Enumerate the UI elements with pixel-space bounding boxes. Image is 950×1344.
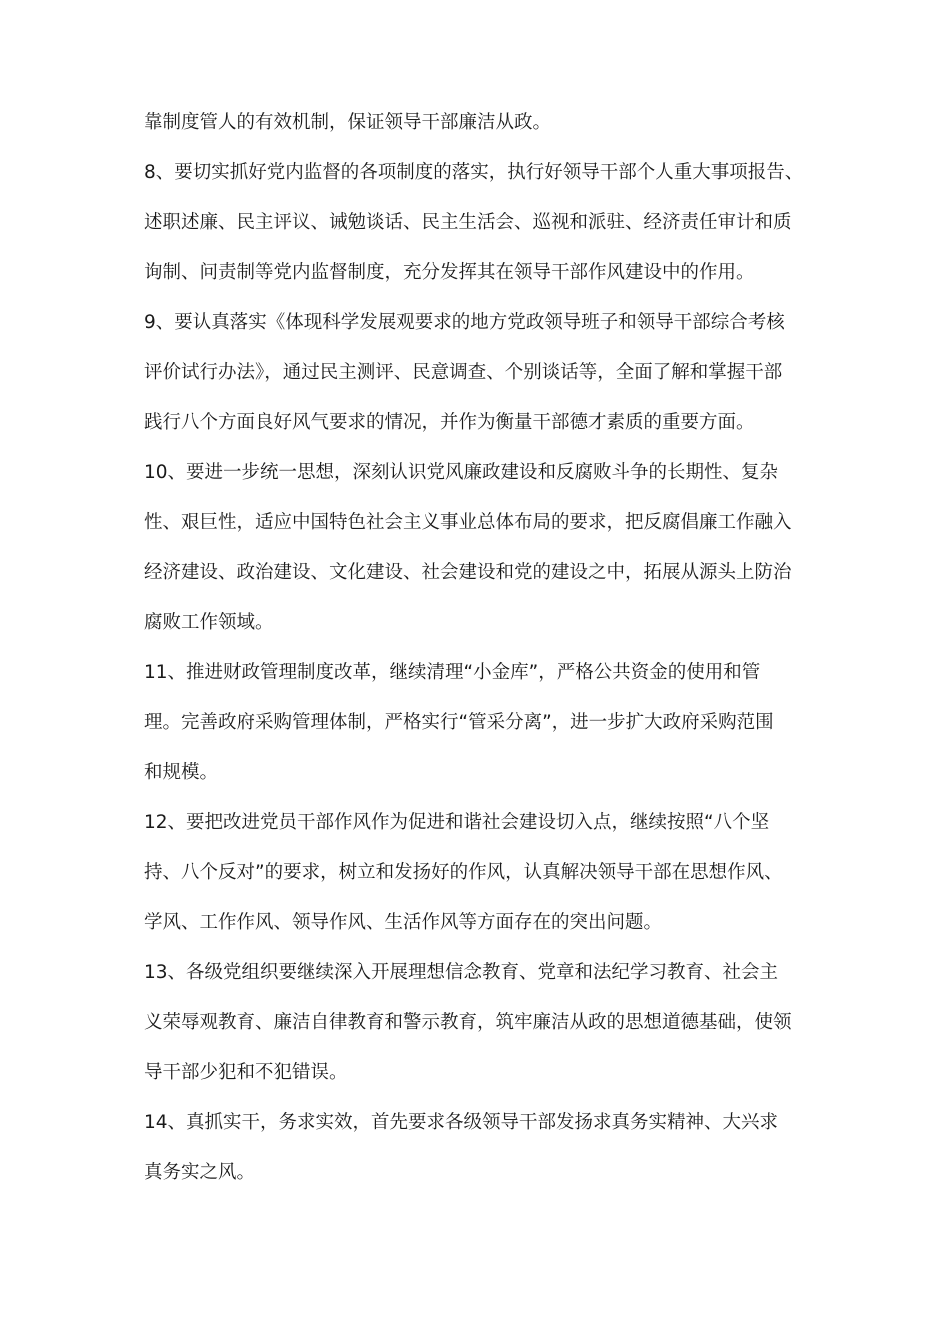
text-line: 11、推进财政管理制度改革，继续清理“小金库”，严格公共资金的使用和管 (144, 662, 761, 683)
text-line: 学风、工作作风、领导作风、生活作风等方面存在的突出问题。 (144, 912, 663, 933)
text-line: 经济建设、政治建设、文化建设、社会建设和党的建设之中，拓展从源头上防治 (144, 562, 792, 583)
text-line: 10、要进一步统一思想，深刻认识党风廉政建设和反腐败斗争的长期性、复杂 (144, 462, 779, 483)
text-line: 性、艰巨性，适应中国特色社会主义事业总体布局的要求，把反腐倡廉工作融入 (144, 512, 792, 533)
text-line: 9、要认真落实《体现科学发展观要求的地方党政领导班子和领导干部综合考核 (144, 312, 785, 333)
text-line: 评价试行办法》，通过民主测评、民意调查、个别谈话等，全面了解和掌握干部 (144, 362, 783, 383)
body-text (144, 98, 824, 1198)
text-line: 真务实之风。 (144, 1162, 256, 1183)
text-line: 理。完善政府采购管理体制，严格实行“管采分离”，进一步扩大政府采购范围 (144, 712, 774, 733)
text-line: 持、八个反对”的要求，树立和发扬好的作风，认真解决领导干部在思想作风、 (144, 862, 783, 883)
text-line: 询制、问责制等党内监督制度，充分发挥其在领导干部作风建设中的作用。 (144, 262, 755, 283)
text-line: 12、要把改进党员干部作风作为促进和谐社会建设切入点，继续按照“八个坚 (144, 812, 770, 833)
text-line: 靠制度管人的有效机制，保证领导干部廉洁从政。 (144, 112, 552, 133)
text-line: 14、真抓实干，务求实效，首先要求各级领导干部发扬求真务实精神、大兴求 (144, 1112, 779, 1133)
text-line: 13、各级党组织要继续深入开展理想信念教育、党章和法纪学习教育、社会主 (144, 962, 779, 983)
text-line: 导干部少犯和不犯错误。 (144, 1062, 348, 1083)
text-line: 义荣辱观教育、廉洁自律教育和警示教育，筑牢廉洁从政的思想道德基础，使领 (144, 1012, 792, 1033)
text-line: 述职述廉、民主评议、诫勉谈话、民主生活会、巡视和派驻、经济责任审计和质 (144, 212, 792, 233)
text-line: 和规模。 (144, 762, 219, 783)
text-line: 践行八个方面良好风气要求的情况，并作为衡量干部德才素质的重要方面。 (144, 412, 755, 433)
text-line: 腐败工作领域。 (144, 612, 274, 633)
text-line: 8、要切实抓好党内监督的各项制度的落实，执行好领导干部个人重大事项报告、 (144, 162, 804, 183)
